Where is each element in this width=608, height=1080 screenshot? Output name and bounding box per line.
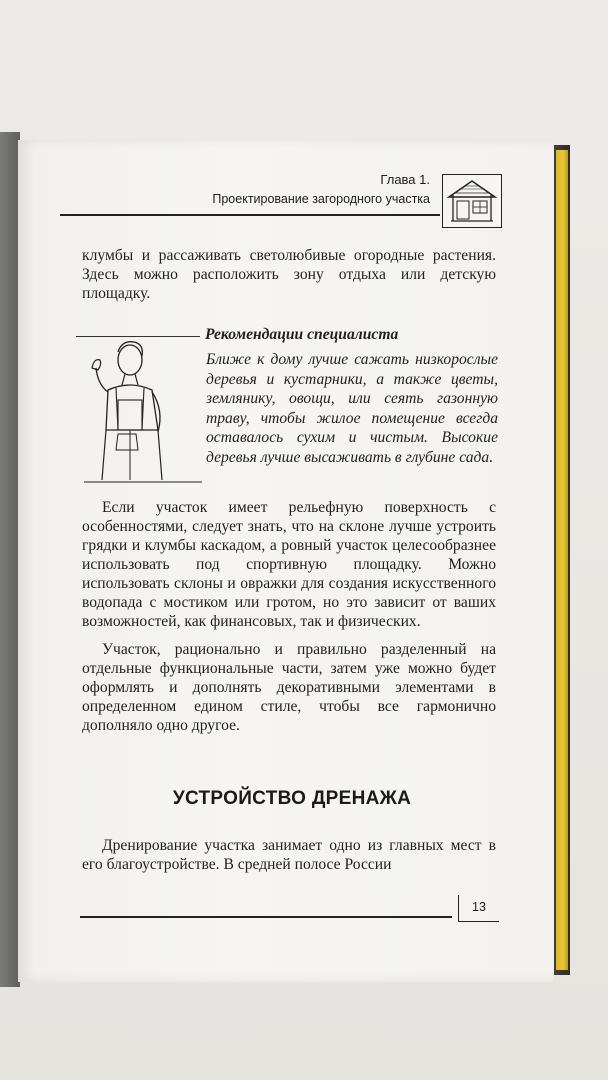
house-gazebo-icon [442, 174, 502, 228]
section-title: УСТРОЙСТВО ДРЕНАЖА [172, 788, 412, 809]
footer-rule [80, 916, 452, 918]
chapter-title: Проектирование загородного участка [212, 192, 430, 206]
gardener-thumbs-up-icon [78, 330, 208, 485]
book-spine-stripe [556, 150, 568, 970]
book-cover-left [0, 132, 20, 987]
page-number: 13 [472, 900, 486, 914]
tip-title: Рекомендации специалиста [205, 326, 399, 343]
paragraph-zones: Участок, рационально и правильно разделенный на отдельные функциональные части, затем уже можно будет оформлять и дополнять декоративными элементами в определенном едином стиле, чтобы все гармонично дополняло одно другое. [82, 641, 496, 734]
paragraph-intro: клумбы и рассаживать светолюбивые огородные растения. Здесь можно расположить зону отдыха или детскую площадку. [82, 247, 496, 302]
paragraph-terrain: Если участок имеет рельефную поверхность с особенностями, следует знать, что на склоне лучше устроить грядки и клумбы каскадом, а ровный участок целесообразнее использовать под спортивную площадку. Можно использовать склоны и овражки для создания искусственного водопада с мостиком или гротом, но это зависит от ваших возможностей, как финансовых, так и физических. [82, 499, 496, 630]
header-rule [60, 214, 440, 216]
chapter-number: Глава 1. [380, 172, 430, 187]
tip-text: Ближе к дому лучше сажать низкорослые деревья и кустарники, а также цветы, землянику, овощи, или сеять газонную траву, чтобы жилое помещение всегда оставалось сухим и чистым. Высокие деревья лучше высаживать в глубине сада. [206, 351, 498, 466]
running-header [60, 172, 500, 226]
paragraph-drainage: Дренирование участка занимает одно из главных мест в его благоустройстве. В средней полосе России [82, 837, 496, 873]
